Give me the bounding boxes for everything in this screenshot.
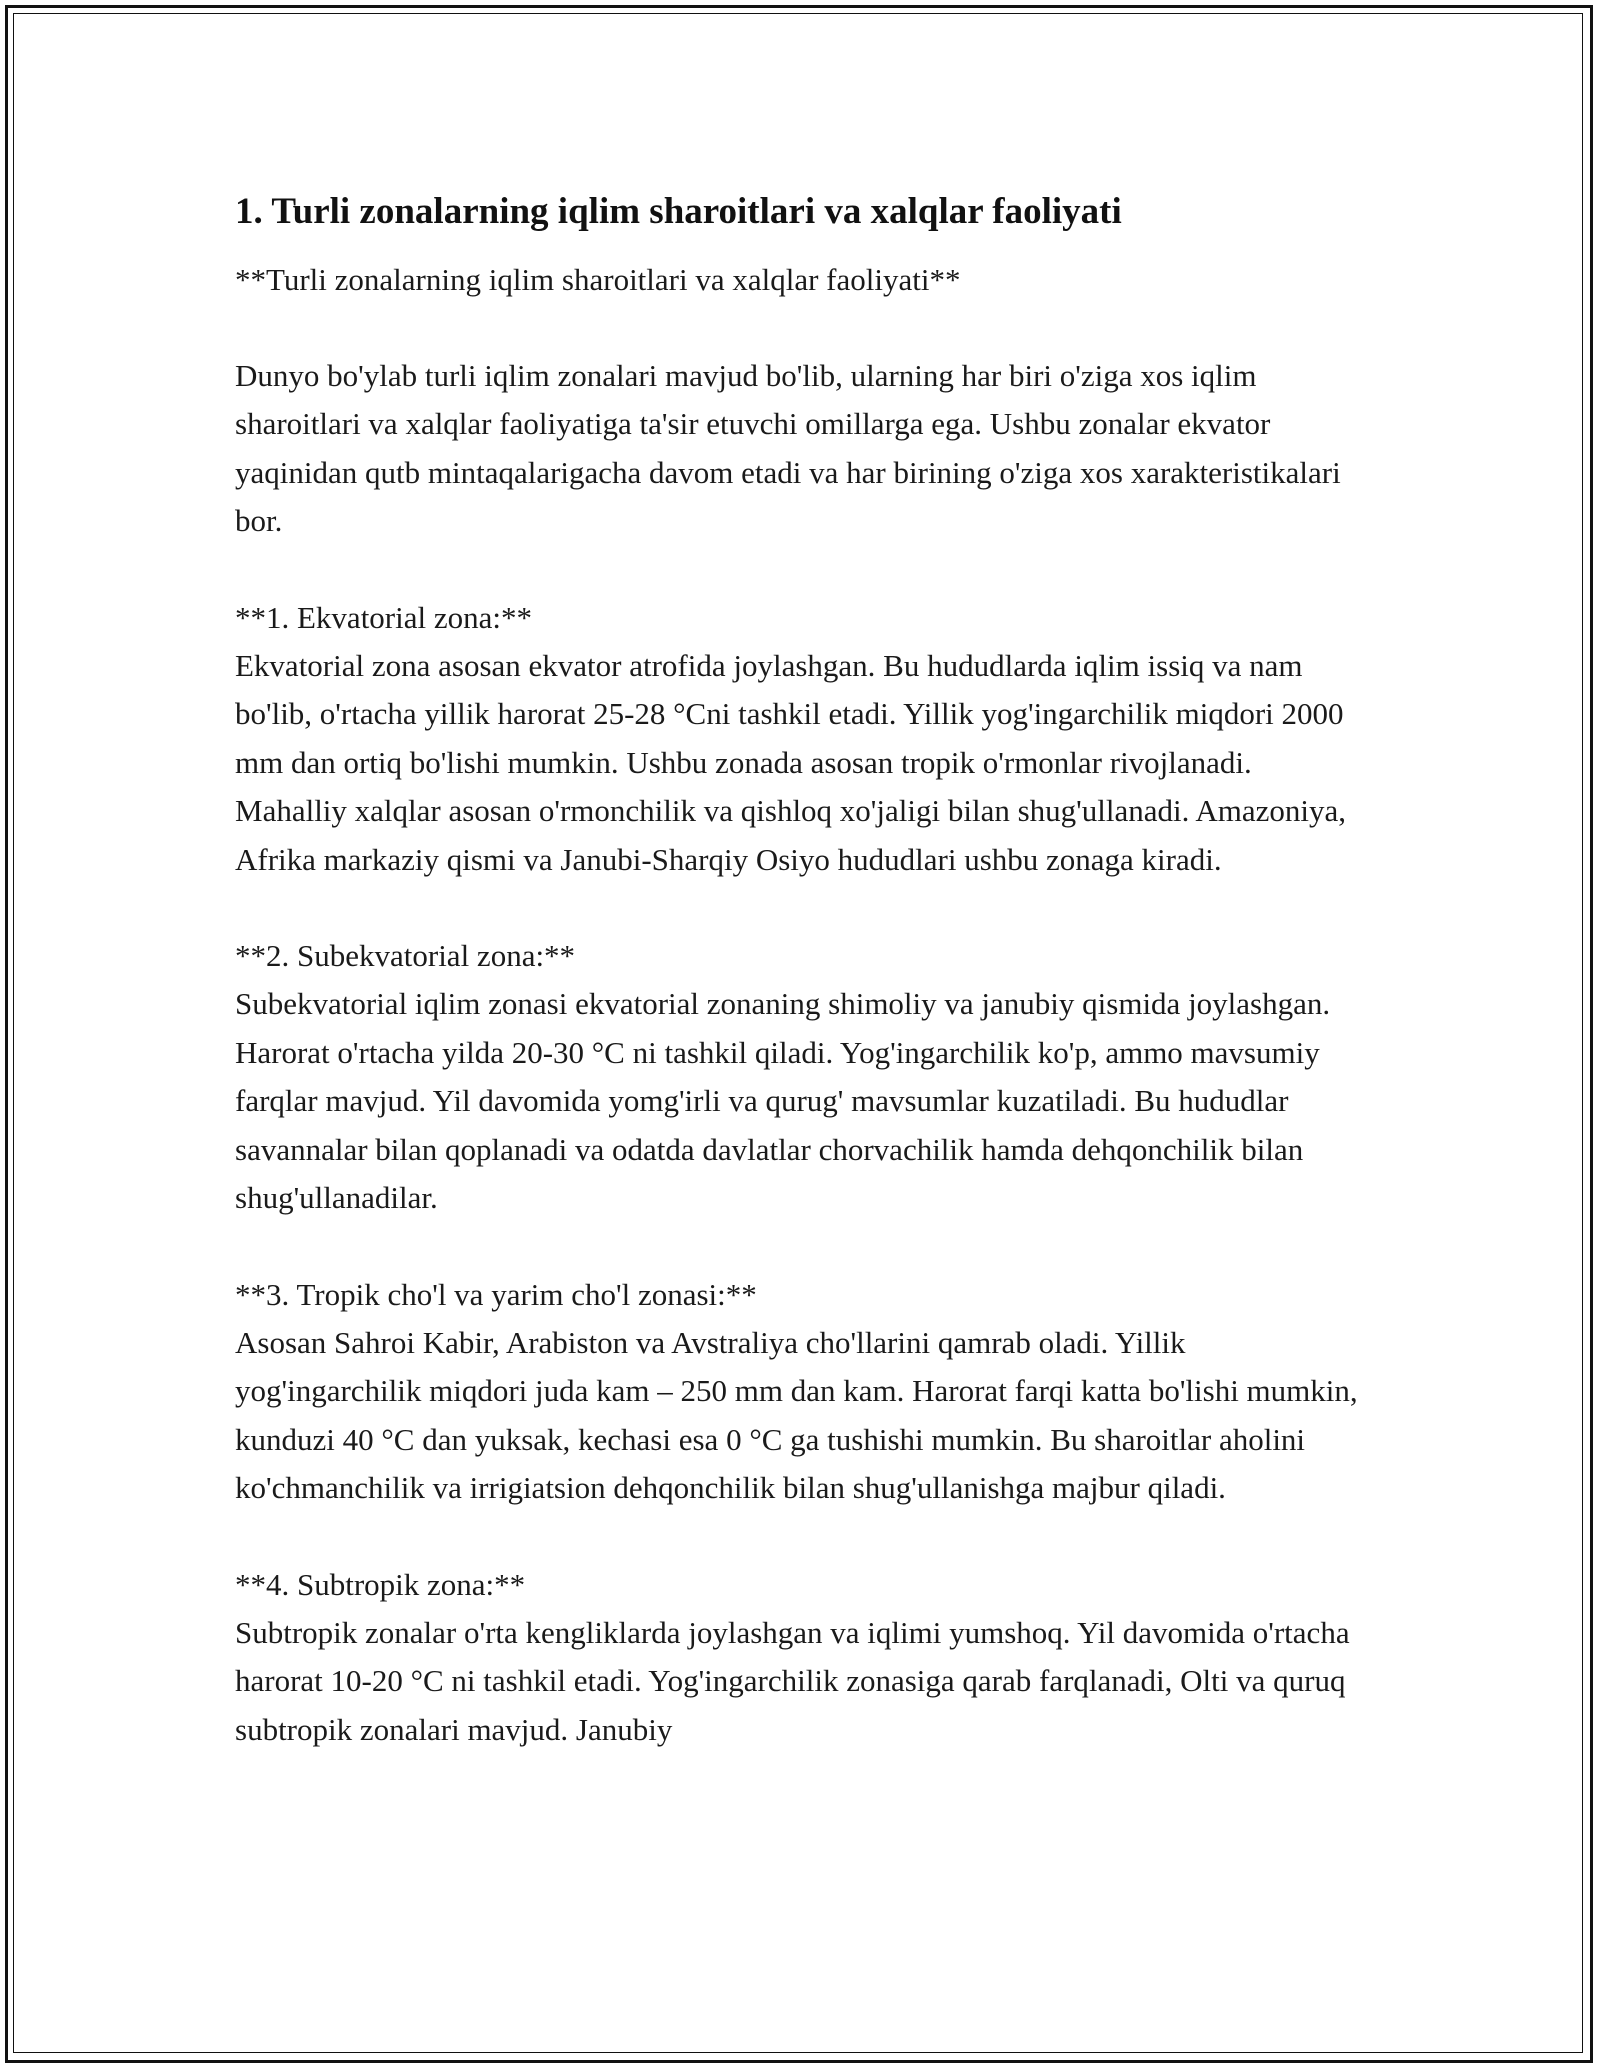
section-subtropik bbox=[235, 1561, 1370, 1755]
section-body: Subtropik zonalar o'rta kengliklarda joylashgan va iqlimi yumshoq. Yil davomida o'rtacha harorat 10-20 °C ni tashkil etadi. Yog'ingarchilik zonasiga qarab farqlanadi, Olti va quruq subtropik zonalari mavjud. Janubiy bbox=[235, 1614, 1350, 1747]
section-title: **3. Tropik cho'l va yarim cho'l zonasi:** bbox=[235, 1276, 757, 1312]
section-body: Ekvatorial zona asosan ekvator atrofida joylashgan. Bu hududlarda iqlim issiq va nam bo'lib, o'rtacha yillik harorat 25-28 °Cni tashkil etadi. Yillik yog'ingarchilik miqdori 2000 mm dan ortiq bo'lishi mumkin. Ushbu zonada asosan tropik o'rmonlar rivojlanadi. Mahalliy xalqlar asosan o'rmonchilik va qishloq xo'jaligi bilan shug'ullanadi. Amazoniya, Afrika markaziy qismi va Janubi-Sharqiy Osiyo hududlari ushbu zonaga kiradi. bbox=[235, 648, 1347, 877]
section-subekvatorial bbox=[235, 932, 1370, 1222]
intro-paragraph: Dunyo bo'ylab turli iqlim zonalari mavjud bo'lib, ularning har biri o'ziga xos iqlim sharoitlari va xalqlar faoliyatiga ta'sir etuvchi omillarga ega. Ushbu zonalar ekvator yaqinidan qutb mintaqalarigacha davom etadi va har birining o'ziga xos xarakteristikalari bor. bbox=[235, 358, 1341, 539]
section-title: **1. Ekvatorial zona:** bbox=[235, 599, 532, 635]
section-title: **4. Subtropik zona:** bbox=[235, 1566, 526, 1602]
document-subtitle: **Turli zonalarning iqlim sharoitlari va xalqlar faoliyati** bbox=[235, 262, 961, 297]
section-body: Subekvatorial iqlim zonasi ekvatorial zonaning shimoliy va janubiy qismida joylashgan. Harorat o'rtacha yilda 20-30 °C ni tashkil qiladi. Yog'ingarchilik ko'p, ammo mavsumiy farqlar mavjud. Yil davomida yomg'irli va qurug' mavsumlar kuzatiladi. Bu hududlar savannalar bilan qoplanadi va odatda davlatlar chorvachilik hamda dehqonchilik bilan shug'ullanadilar. bbox=[235, 986, 1331, 1216]
section-title: **2. Subekvatorial zona:** bbox=[235, 938, 576, 974]
section-tropik-chol bbox=[235, 1271, 1370, 1513]
section-ekvatorial bbox=[235, 594, 1370, 884]
document-content bbox=[235, 188, 1370, 1802]
section-body: Asosan Sahroi Kabir, Arabiston va Avstraliya cho'llarini qamrab oladi. Yillik yog'ingarchilik miqdori juda kam – 250 mm dan kam. Harorat farqi katta bo'lishi mumkin, kunduzi 40 °C dan yuksak, kechasi esa 0 °C ga tushishi mumkin. Bu sharoitlar aholini ko'chmanchilik va irrigiatsion dehqonchilik bilan shug'ullanishga majbur qiladi. bbox=[235, 1324, 1358, 1506]
document-heading: 1. Turli zonalarning iqlim sharoitlari va xalqlar faoliyati bbox=[235, 191, 1122, 232]
